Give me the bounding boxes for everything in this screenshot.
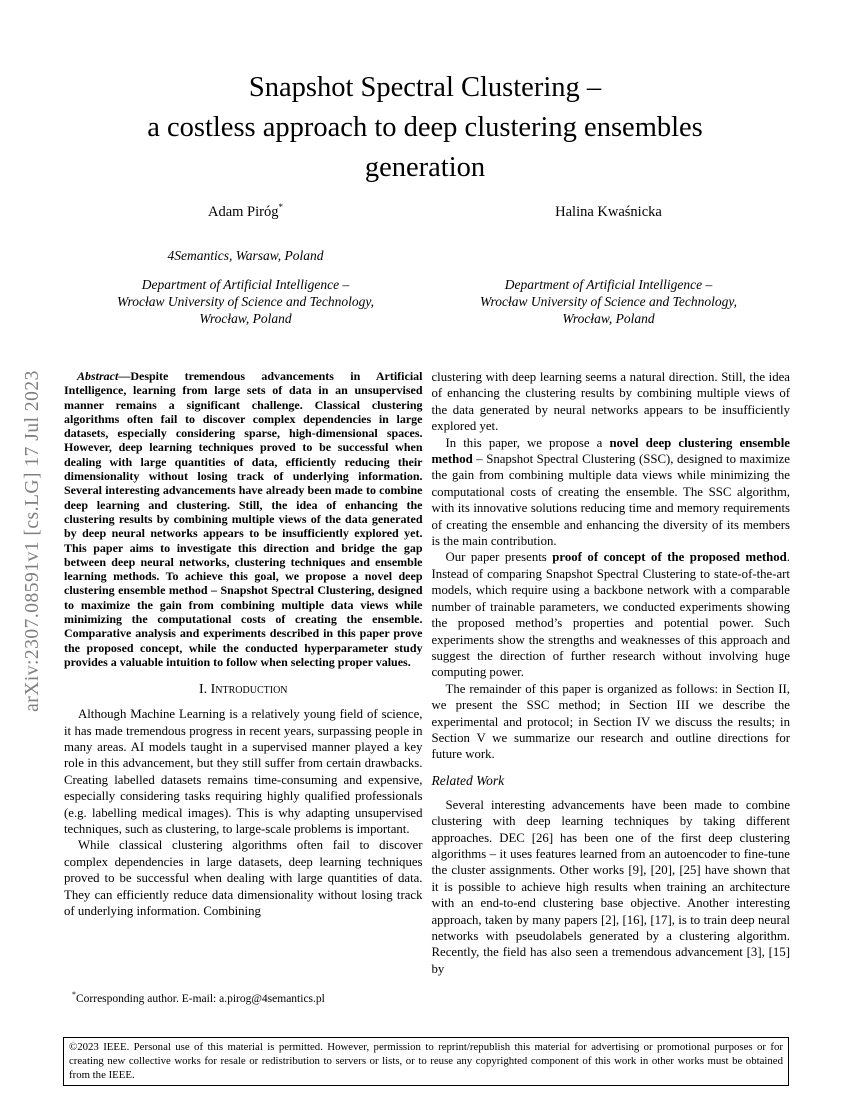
author-left-department <box>64 276 427 327</box>
paper-title-line-3: generation <box>364 152 486 183</box>
author-left-dept-line-3: Wrocław, Poland <box>199 311 292 326</box>
corresponding-author-footnote: *Corresponding author. E-mail: a.pirog@4semantics.pl <box>72 990 325 1005</box>
author-right-dept-line-2: Wrocław University of Science and Technology, <box>480 294 737 309</box>
author-left <box>64 204 427 327</box>
author-right-department <box>427 276 790 327</box>
authors-row <box>64 204 790 327</box>
author-right <box>427 204 790 327</box>
intro-paragraph-2: While classical clustering algorithms often fail to discover complex dependencies in large datasets, deep learning techniques proved to be successful when dealing with large quantities of data. They can efficiently reduce data dimensionality without losing track of underlying information. Combining <box>64 838 423 919</box>
right-paragraph-2: In this paper, we propose a novel deep clustering ensemble method – Snapshot Spectral Clustering (SSC), designed to maximize the gain from combining multiple data views while minimizing the computational costs of creating the ensemble. The SSC algorithm, with its innovative solutions reducing time and memory requirements of creating the ensemble and enhancing the diversity of its members is the main contribution. <box>431 435 790 549</box>
intro-paragraph-1: Although Machine Learning is a relatively young field of science, it has made tremendous progress in recent years, surpassing people in many areas. AI models taught in a supervised manner played a key role in this advancement, but they still suffer from certain drawbacks. Creating labelled datasets remains time-consuming and expensive, especially considering tasks requiring highly qualified professionals (e.g. labelling medical images). This is why adapting unsupervised techniques, such as clustering, to large-scale problems is important. <box>64 707 423 837</box>
paper-title-line-2: a costless approach to deep clustering ensembles <box>147 112 703 143</box>
related-work-paragraph: Several interesting advancements have been made to combine clustering with deep learning techniques by taking different approaches. DEC [26] has been one of the first deep clustering algorithms – it uses features learned from an autoencoder to fine-tune the cluster assignments. Other works [9], [20], [25] have shown that it is possible to achieve high results when training an architecture with an end-to-end clustering base objective. Another interesting approach, taken by many papers [2], [16], [17], is to train deep neural networks with pseudolabels generated by a clustering algorithm. Recently, the field has also seen a tremendous advancement [3], [15] by <box>431 797 790 976</box>
body-columns <box>64 369 790 1005</box>
section-heading-introduction: I. Introduction <box>198 682 288 698</box>
paper-title-line-1: Snapshot Spectral Clustering – <box>248 72 602 103</box>
right-column <box>432 369 791 1005</box>
author-left-name: Adam Piróg* <box>208 202 283 220</box>
author-left-affiliation-1: 4Semantics, Warsaw, Poland <box>167 248 324 263</box>
author-right-dept-line-3: Wrocław, Poland <box>562 311 655 326</box>
right-paragraph-4: The remainder of this paper is organized as follows: in Section II, we present the SSC method; in Section III we describe the experimental and protocol; in Section IV we discuss the results; in Section V we summarize our research and outline directions for future work. <box>431 681 790 762</box>
author-right-dept-line-1: Department of Artificial Intelligence – <box>504 277 713 292</box>
author-left-dept-line-1: Department of Artificial Intelligence – <box>141 277 350 292</box>
paper-title <box>0 68 850 188</box>
author-left-dept-line-2: Wrocław University of Science and Technology, <box>117 294 374 309</box>
ieee-copyright-notice: ©2023 IEEE. Personal use of this material is permitted. However, permission to reprint/republish this material for advertising or promotional purposes or for creating new collective works for resale or redistribution to servers or lists, or to reuse any copyrighted component of this work in other works must be obtained from the IEEE. <box>63 1037 789 1086</box>
abstract-paragraph: Abstract—Despite tremendous advancements in Artificial Intelligence, learning from large sets of data in an unsupervised manner remains a significant challenge. Classical clustering algorithms often fail to discover complex dependencies in large datasets, especially considering sparse, high-dimensional spaces. However, deep learning techniques proved to be successful when dealing with large quantities of data, efficiently reducing their dimensionality without losing track of underlying information. Several interesting advancements have already been made to combine deep learning and clustering. Still, the idea of enhancing the clustering results by combining multiple views of the data generated by deep neural networks appears to be insufficiently explored yet. This paper aims to investigate this direction and bridge the gap between deep neural networks, clustering techniques and ensemble learning methods. To achieve this goal, we propose a novel deep clustering ensemble method – Snapshot Spectral Clustering, designed to maximize the gain from combining multiple data views while minimizing the computational costs of creating the ensemble. Comparative analysis and experiments described in this paper prove the proposed concept, while the conducted hyperparameter study provides a valuable intuition to follow when selecting proper values. <box>64 369 423 669</box>
author-right-affiliation-spacer <box>427 248 790 272</box>
right-paragraph-1: clustering with deep learning seems a natural direction. Still, the idea of enhancing the clustering results by combining multiple views of the data generated by neural networks appears to be insufficiently explored yet. <box>431 370 790 434</box>
left-column <box>64 369 423 1005</box>
arxiv-watermark: arXiv:2307.08591v1 [cs.LG] 17 Jul 2023 <box>22 370 43 712</box>
subsection-heading-related-work: Related Work <box>431 772 505 788</box>
right-paragraph-3: Our paper presents proof of concept of the proposed method. Instead of comparing Snapshot Spectral Clustering to state-of-the-art models, which require using a backbone network with a comparable number of trainable parameters, we conducted experiments showing the proposed method’s properties and potential power. Such experiments show the strengths and weaknesses of this approach and suggest the direction of further research without involving huge computing power. <box>431 550 790 680</box>
author-right-name: Halina Kwaśnicka <box>555 204 662 220</box>
